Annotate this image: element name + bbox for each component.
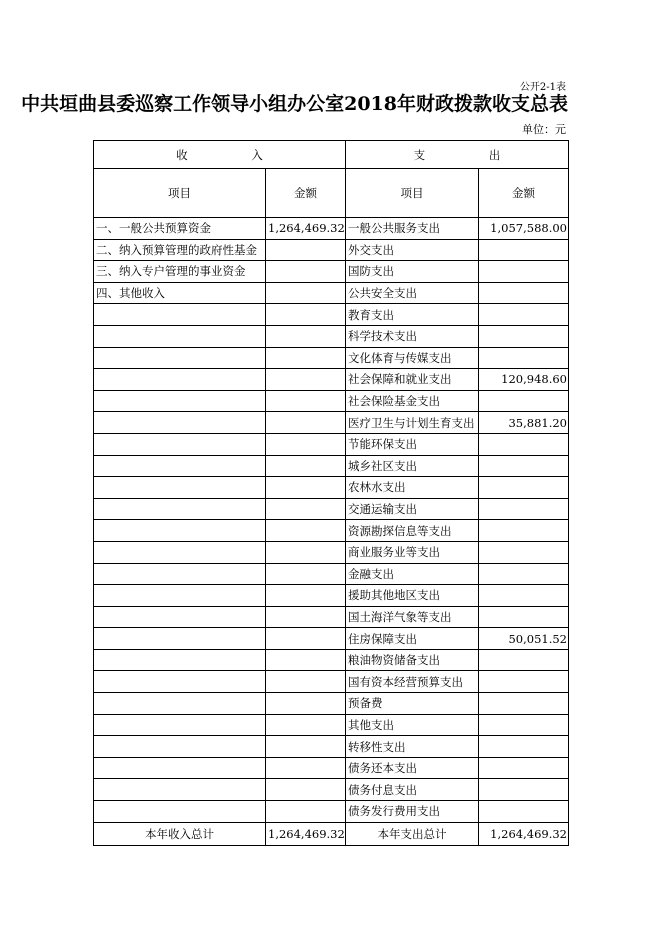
expense-amount-cell [479,520,569,542]
expense-item-cell: 预备费 [346,693,479,715]
expense-amount-cell [479,477,569,499]
table-row [94,606,569,628]
expense-item-cell: 城乡社区支出 [346,455,479,477]
income-item-cell [94,671,266,693]
expense-item-cell: 科学技术支出 [346,325,479,347]
income-amount-cell [266,649,346,671]
expense-item-cell: 医疗卫生与计划生育支出 [346,412,479,434]
section-header-row [94,141,569,169]
table-row [94,325,569,347]
income-amount-cell [266,261,346,283]
income-amount-cell [266,455,346,477]
expense-total-amount: 1,264,469.32 [479,822,569,845]
table-row [94,736,569,758]
income-item-cell [94,520,266,542]
expense-amount-cell [479,757,569,779]
expense-amount-cell [479,455,569,477]
expense-item-cell: 一般公共服务支出 [346,218,479,240]
table-row [94,671,569,693]
expense-amount-cell [479,239,569,261]
expense-item-cell: 外交支出 [346,239,479,261]
income-item-cell [94,541,266,563]
expense-item-cell: 国土海洋气象等支出 [346,606,479,628]
expense-item-cell: 其他支出 [346,714,479,736]
expense-amount-cell [479,563,569,585]
income-item-cell [94,801,266,823]
expense-item-cell: 商业服务业等支出 [346,541,479,563]
table-row [94,498,569,520]
income-item-cell [94,714,266,736]
income-item-cell [94,433,266,455]
expense-item-cell: 交通运输支出 [346,498,479,520]
column-header-row [94,169,569,218]
income-amount-cell [266,714,346,736]
table-row [94,239,569,261]
expense-section-header: 支 出 [346,141,569,169]
expense-amount-cell [479,347,569,369]
expense-amount-cell: 1,057,588.00 [479,218,569,240]
table-row [94,714,569,736]
expense-item-cell: 转移性支出 [346,736,479,758]
table-row [94,563,569,585]
table-row [94,282,569,304]
income-amount-cell [266,541,346,563]
expense-item-cell: 社会保险基金支出 [346,390,479,412]
table-row [94,412,569,434]
income-item-cell [94,412,266,434]
income-amount-cell [266,801,346,823]
expense-item-cell: 债务还本支出 [346,757,479,779]
income-amount-cell [266,433,346,455]
income-item-cell [94,606,266,628]
expense-amount-cell: 120,948.60 [479,369,569,391]
income-amount-cell [266,282,346,304]
income-amount-cell [266,477,346,499]
income-amount-cell [266,585,346,607]
table-row [94,390,569,412]
expense-item-cell: 债务发行费用支出 [346,801,479,823]
income-amount-cell [266,671,346,693]
expense-amount-cell [479,498,569,520]
expense-item-cell: 住房保障支出 [346,628,479,650]
expense-item-cell: 粮油物资储备支出 [346,649,479,671]
income-amount-cell [266,757,346,779]
expense-amount-cell [479,606,569,628]
expense-amount-cell [479,693,569,715]
expense-item-cell: 社会保障和就业支出 [346,369,479,391]
table-row [94,628,569,650]
income-item-cell: 三、纳入专户管理的事业资金 [94,261,266,283]
income-amount-cell [266,520,346,542]
income-item-cell [94,369,266,391]
expense-amount-cell [479,304,569,326]
expense-amount-cell [479,390,569,412]
income-amount-cell [266,325,346,347]
expense-amount-cell [479,433,569,455]
income-amount-cell [266,606,346,628]
income-item-cell [94,347,266,369]
income-item-cell [94,325,266,347]
expense-item-cell: 文化体育与传媒支出 [346,347,479,369]
income-total-amount: 1,264,469.32 [266,822,346,845]
income-amount-cell [266,390,346,412]
table-row [94,304,569,326]
table-row [94,347,569,369]
table-row [94,520,569,542]
table-row [94,433,569,455]
income-item-cell [94,498,266,520]
expense-amount-cell [479,779,569,801]
income-item-cell: 四、其他收入 [94,282,266,304]
title-text: 中共垣曲县委巡察工作领导小组办公室2018年财政拨款收支总表 [21,93,568,115]
income-amount-cell [266,239,346,261]
expense-item-cell: 国有资本经营预算支出 [346,671,479,693]
expense-item-cell: 援助其他地区支出 [346,585,479,607]
expense-amount-cell [479,714,569,736]
income-item-cell [94,736,266,758]
table-row [94,757,569,779]
table-row [94,218,569,240]
table-row [94,369,569,391]
income-amount-cell [266,628,346,650]
income-item-cell [94,455,266,477]
income-amount-cell [266,563,346,585]
expense-item-cell: 公共安全支出 [346,282,479,304]
income-item-cell [94,779,266,801]
table-row [94,693,569,715]
income-amount-cell [266,412,346,434]
expense-item-cell: 节能环保支出 [346,433,479,455]
expense-item-cell: 资源勘探信息等支出 [346,520,479,542]
expense-amount-cell [479,261,569,283]
income-item-cell [94,563,266,585]
table-row [94,585,569,607]
expense-item-cell: 债务付息支出 [346,779,479,801]
income-amount-cell [266,498,346,520]
expense-amount-cell [479,671,569,693]
expense-amount-cell [479,736,569,758]
expense-amount-header: 金额 [479,169,569,218]
income-amount-cell [266,369,346,391]
income-item-cell [94,390,266,412]
expense-amount-cell: 35,881.20 [479,412,569,434]
income-item-cell [94,757,266,779]
income-item-cell [94,649,266,671]
table-row [94,261,569,283]
expense-item-cell: 金融支出 [346,563,479,585]
table-row [94,541,569,563]
expense-item-header: 项目 [346,169,479,218]
income-amount-cell [266,736,346,758]
expense-item-cell: 农林水支出 [346,477,479,499]
income-item-cell [94,628,266,650]
income-amount-cell [266,779,346,801]
income-amount-header: 金额 [266,169,346,218]
income-item-header: 项目 [94,169,266,218]
total-row [94,822,569,845]
income-item-cell: 二、纳入预算管理的政府性基金 [94,239,266,261]
table-row [94,477,569,499]
table-row [94,455,569,477]
income-section-header: 收 入 [94,141,346,169]
expense-amount-cell [479,282,569,304]
expense-item-cell: 国防支出 [346,261,479,283]
budget-table [93,140,569,846]
expense-amount-cell [479,801,569,823]
expense-amount-cell: 50,051.52 [479,628,569,650]
unit-label: 单位：元 [522,123,566,136]
expense-amount-cell [479,585,569,607]
table-row [94,779,569,801]
income-total-label: 本年收入总计 [94,822,266,845]
expense-amount-cell [479,541,569,563]
expense-amount-cell [479,649,569,671]
table-row [94,801,569,823]
income-item-cell [94,304,266,326]
income-amount-cell [266,304,346,326]
table-row [94,649,569,671]
expense-amount-cell [479,325,569,347]
income-item-cell: 一、一般公共预算资金 [94,218,266,240]
income-item-cell [94,585,266,607]
income-item-cell [94,693,266,715]
page-title [0,92,568,116]
expense-item-cell: 教育支出 [346,304,479,326]
income-amount-cell [266,693,346,715]
expense-total-label: 本年支出总计 [346,822,479,845]
income-amount-cell: 1,264,469.32 [266,218,346,240]
income-amount-cell [266,347,346,369]
form-code: 公开2-1表 [519,82,566,93]
income-item-cell [94,477,266,499]
